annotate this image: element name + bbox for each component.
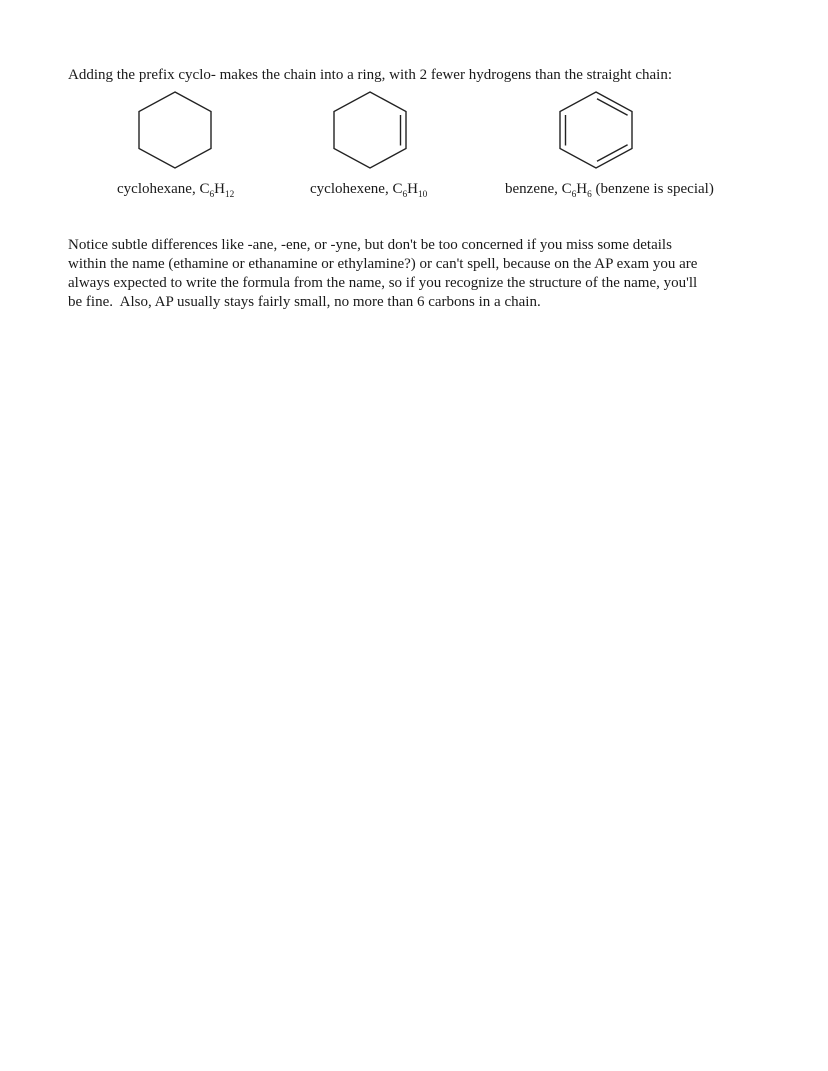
figure-label-cyclohexene bbox=[310, 180, 427, 199]
cyclohexane-ring-diagram bbox=[138, 91, 212, 169]
paragraph-line: Notice subtle differences like -ane, -ene, or -yne, but don't be too concerned if you miss some details bbox=[68, 237, 672, 253]
cyclohexene-ring-diagram bbox=[333, 91, 407, 169]
figure-cyclohexene bbox=[333, 91, 407, 169]
compound-name: cyclohexene, C bbox=[310, 181, 403, 197]
paragraph-line: always expected to write the formula from the name, so if you recognize the structure of the name, you'll bbox=[68, 275, 698, 291]
intro-text: Adding the prefix cyclo- makes the chain into a ring, with 2 fewer hydrogens than the straight chain: bbox=[68, 67, 672, 83]
label-suffix: (benzene is special) bbox=[591, 181, 714, 197]
compound-name: cyclohexane, C bbox=[117, 181, 210, 197]
formula-element: H bbox=[576, 181, 588, 197]
figure-label-cyclohexane bbox=[117, 180, 234, 199]
formula-subscript: 6 bbox=[402, 190, 408, 200]
figure-benzene bbox=[559, 91, 633, 169]
figure-cyclohexane bbox=[138, 91, 212, 169]
formula-element: H bbox=[214, 181, 225, 197]
figure-label-benzene bbox=[505, 180, 714, 199]
paragraph-line: be fine. Also, AP usually stays fairly small, no more than 6 carbons in a chain. bbox=[68, 294, 541, 310]
compound-name: benzene, C bbox=[505, 181, 572, 197]
formula-subscript: 10 bbox=[417, 190, 428, 200]
formula-element: H bbox=[407, 181, 418, 197]
formula-subscript: 6 bbox=[571, 190, 577, 200]
formula-subscript: 6 bbox=[209, 190, 215, 200]
body-paragraph bbox=[68, 236, 778, 312]
formula-subscript: 12 bbox=[224, 190, 235, 200]
paragraph-line: within the name (ethamine or ethanamine or ethylamine?) or can't spell, because on the AP exam you are bbox=[68, 256, 698, 272]
benzene-ring-diagram bbox=[559, 91, 633, 169]
formula-subscript: 6 bbox=[587, 190, 592, 200]
